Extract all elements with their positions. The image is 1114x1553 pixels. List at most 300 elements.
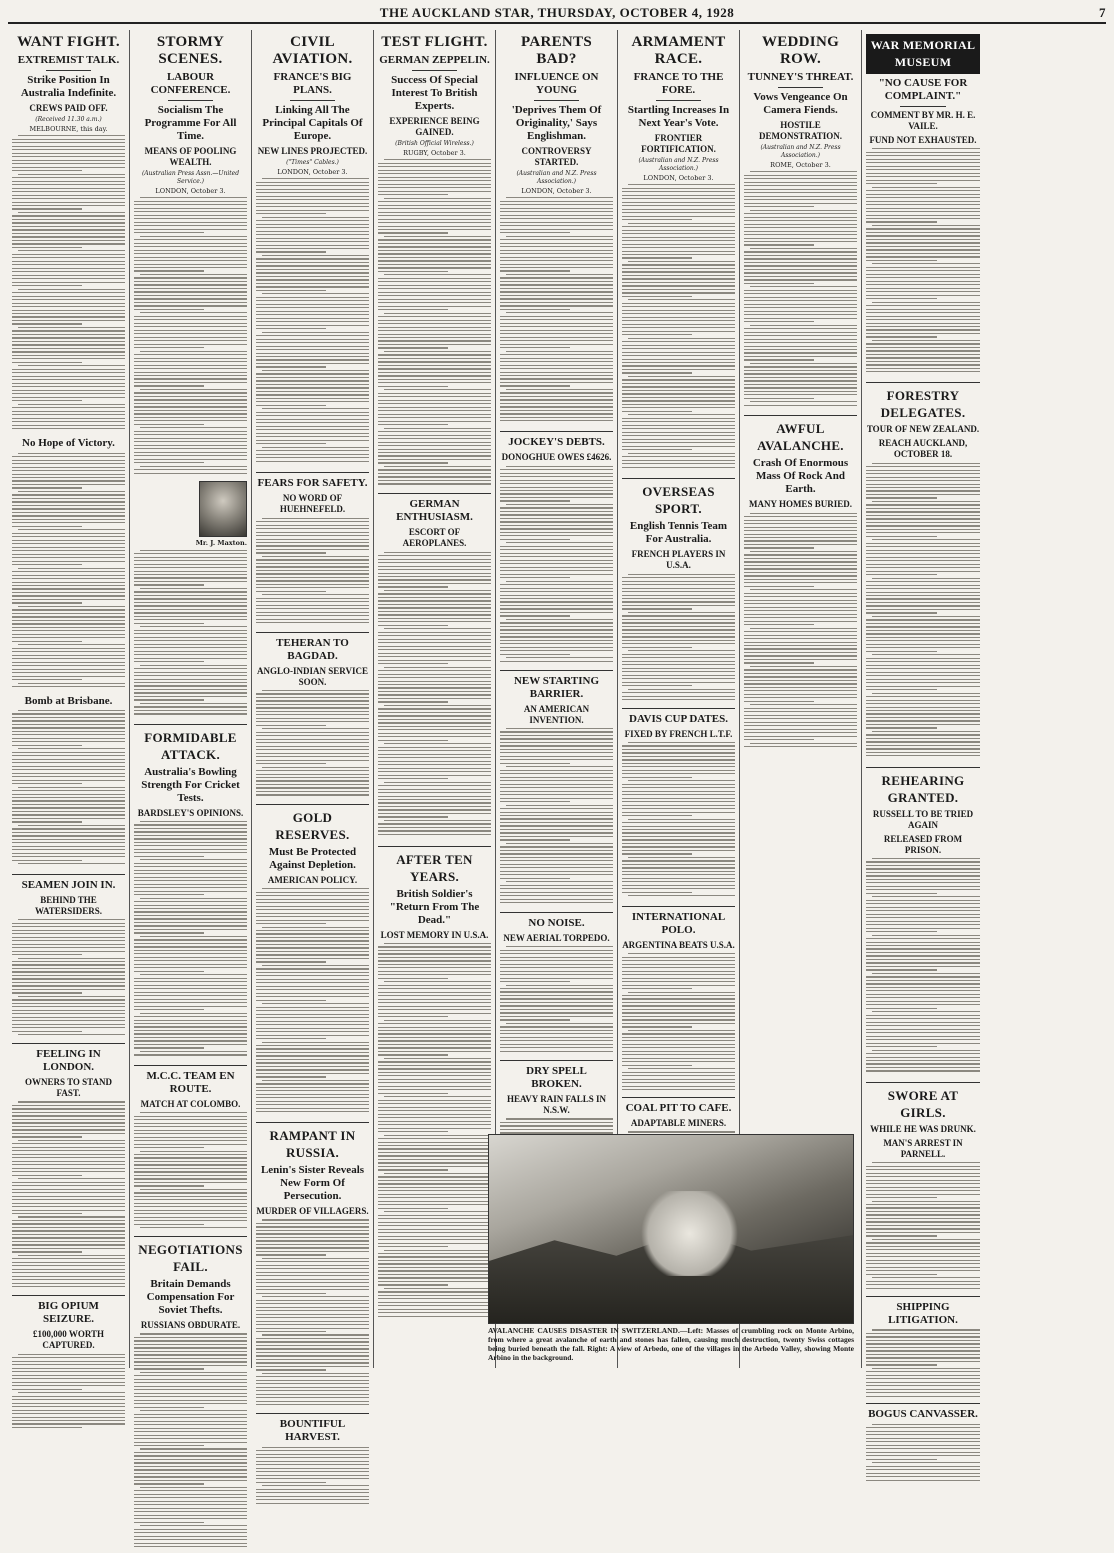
subheadline: FRANCE TO THE FORE.	[633, 71, 724, 96]
text-line	[12, 790, 125, 791]
story-deck: ARGENTINA BEATS U.S.A.	[622, 939, 735, 950]
text-line	[866, 183, 937, 184]
text-line	[622, 661, 735, 662]
text-line	[866, 1350, 980, 1351]
text-line	[256, 450, 369, 451]
text-line	[262, 178, 369, 179]
text-line	[12, 846, 125, 847]
text-line	[256, 245, 369, 246]
text-line	[500, 567, 613, 568]
text-line	[378, 271, 448, 272]
text-line	[866, 1008, 937, 1009]
text-line	[744, 213, 857, 214]
text-line	[378, 1051, 491, 1052]
text-line	[134, 598, 247, 599]
body-text	[866, 148, 980, 378]
body-text	[378, 943, 491, 1323]
text-line	[500, 749, 613, 750]
text-line	[744, 241, 857, 242]
text-line	[866, 508, 980, 509]
text-line	[384, 1173, 491, 1174]
deck-caps: HOSTILE DEMONSTRATION.	[758, 120, 843, 141]
text-line	[866, 1018, 980, 1019]
text-line	[500, 601, 613, 602]
text-line	[866, 1225, 980, 1226]
text-line	[500, 476, 613, 477]
text-line	[378, 239, 491, 240]
text-line	[378, 1114, 491, 1115]
text-line	[866, 997, 980, 998]
text-line	[622, 826, 735, 827]
text-line	[866, 162, 980, 163]
text-line	[134, 368, 247, 369]
text-line	[256, 1289, 369, 1290]
text-line	[378, 476, 491, 477]
text-line	[134, 1006, 247, 1007]
text-line	[506, 236, 613, 237]
text-line	[866, 1166, 980, 1167]
text-line	[256, 321, 369, 322]
text-line	[622, 282, 735, 283]
text-line	[622, 1040, 735, 1041]
text-line	[500, 469, 613, 470]
text-line	[134, 584, 204, 585]
text-line	[872, 501, 980, 502]
text-line	[506, 504, 613, 505]
text-line	[134, 204, 247, 205]
text-line	[500, 818, 613, 819]
text-line	[744, 269, 857, 270]
text-line	[134, 1473, 247, 1474]
text-line	[12, 167, 125, 168]
text-line	[134, 838, 247, 839]
text-line	[262, 556, 369, 557]
text-line	[500, 598, 613, 599]
page-number: 7	[1099, 5, 1106, 20]
text-line	[622, 881, 735, 882]
headline: ARMAMENT RACE.	[631, 34, 726, 67]
text-line	[378, 764, 491, 765]
text-line	[500, 525, 613, 526]
story-deck: Crash Of Enormous Mass Of Rock And Earth.	[752, 457, 849, 496]
text-line	[500, 850, 613, 851]
text-line	[12, 1006, 125, 1007]
headline: STORMY SCENES.	[156, 34, 225, 67]
text-line	[628, 414, 735, 415]
headline: CIVIL AVIATION.	[272, 34, 353, 67]
text-line	[134, 1539, 247, 1540]
text-line	[744, 272, 857, 273]
text-line	[134, 713, 247, 714]
text-line	[622, 964, 735, 965]
text-line	[12, 222, 125, 223]
text-line	[262, 217, 369, 218]
text-line	[500, 964, 613, 965]
text-line	[256, 605, 369, 606]
text-line	[256, 1010, 369, 1011]
text-line	[12, 240, 125, 241]
text-line	[256, 251, 326, 252]
text-line	[500, 511, 613, 512]
text-line	[500, 487, 613, 488]
text-line	[12, 595, 125, 596]
text-line	[622, 418, 735, 419]
text-line	[134, 420, 247, 421]
text-line	[134, 964, 247, 965]
text-line	[134, 901, 247, 902]
text-line	[256, 224, 369, 225]
text-line	[378, 957, 491, 958]
text-line	[256, 542, 369, 543]
text-line	[500, 650, 613, 651]
text-line	[378, 1162, 491, 1163]
text-line	[262, 1042, 369, 1043]
text-line	[500, 305, 613, 306]
dateline: (British Official Wireless.)	[395, 140, 474, 147]
text-line	[134, 1396, 247, 1397]
text-line	[866, 917, 980, 918]
text-line	[744, 192, 857, 193]
text-line	[134, 1389, 247, 1390]
text-line	[12, 205, 125, 206]
text-line	[12, 139, 125, 140]
text-line	[866, 889, 980, 890]
body-text	[134, 1333, 247, 1553]
text-line	[18, 606, 125, 607]
text-line	[866, 1476, 980, 1477]
text-line	[622, 957, 735, 958]
text-line	[256, 426, 369, 427]
headline: TEST FLIGHT.	[381, 34, 488, 50]
text-line	[12, 686, 125, 687]
text-line	[256, 461, 369, 462]
text-line	[500, 1129, 613, 1130]
text-line	[866, 571, 980, 572]
text-line	[134, 441, 247, 442]
text-line	[134, 619, 247, 620]
text-line	[872, 578, 980, 579]
text-line	[500, 878, 570, 879]
text-line	[622, 397, 735, 398]
text-line	[628, 612, 735, 613]
text-line	[500, 640, 613, 641]
text-line	[256, 1230, 369, 1231]
text-line	[622, 1086, 735, 1087]
text-line	[134, 1140, 247, 1141]
story-deck: DONOGHUE OWES £4626.	[501, 452, 612, 463]
text-line	[866, 574, 937, 575]
text-line	[134, 201, 247, 202]
text-line	[866, 1288, 980, 1289]
text-line	[262, 1219, 369, 1220]
text-line	[378, 260, 491, 261]
text-line	[256, 1314, 369, 1315]
text-line	[18, 491, 125, 492]
text-line	[500, 780, 613, 781]
text-line	[622, 254, 735, 255]
text-line	[378, 559, 491, 560]
text-line	[134, 1522, 204, 1523]
text-line	[378, 1169, 448, 1170]
text-line	[744, 540, 857, 541]
text-line	[12, 755, 125, 756]
text-line	[622, 257, 692, 258]
text-line	[256, 1076, 326, 1077]
text-line	[378, 701, 448, 702]
story-deck: TOUR OF NEW ZEALAND.	[866, 424, 980, 435]
text-line	[12, 411, 125, 412]
text-line	[12, 1230, 125, 1231]
text-line	[12, 842, 125, 843]
text-line	[134, 911, 247, 912]
text-line	[256, 770, 369, 771]
text-line	[744, 558, 857, 559]
text-line	[744, 304, 857, 305]
text-line	[622, 773, 735, 774]
text-line	[622, 345, 735, 346]
text-line	[500, 333, 613, 334]
text-line	[378, 187, 491, 188]
text-line	[744, 262, 857, 263]
story-headline: FORESTRY DELEGATES.	[880, 388, 966, 421]
text-line	[622, 1051, 735, 1052]
text-line	[12, 1410, 125, 1411]
text-line	[134, 863, 247, 864]
text-line	[744, 631, 857, 632]
text-line	[12, 236, 125, 237]
text-line	[134, 661, 204, 662]
body-text	[256, 178, 369, 468]
text-line	[622, 383, 735, 384]
text-line	[378, 1190, 491, 1191]
text-line	[378, 1263, 491, 1264]
text-line	[140, 974, 247, 975]
text-line	[256, 234, 369, 235]
text-line	[12, 620, 125, 621]
text-line	[506, 389, 613, 390]
text-line	[378, 621, 491, 622]
text-line	[12, 376, 125, 377]
text-line	[872, 1329, 980, 1330]
text-line	[500, 885, 613, 886]
text-line	[866, 371, 980, 372]
text-line	[500, 1002, 613, 1003]
text-line	[744, 265, 857, 266]
text-line	[256, 1014, 369, 1015]
text-line	[12, 578, 125, 579]
text-line	[744, 391, 857, 392]
text-line	[866, 511, 980, 512]
text-line	[378, 604, 491, 605]
text-line	[744, 527, 857, 528]
text-line	[866, 525, 980, 526]
text-line	[866, 152, 980, 153]
text-line	[256, 993, 369, 994]
text-line	[378, 974, 491, 975]
text-line	[622, 244, 735, 245]
text-line	[140, 588, 247, 589]
text-line	[744, 680, 857, 681]
text-line	[12, 821, 82, 822]
text-line	[500, 871, 613, 872]
text-line	[256, 314, 369, 315]
text-line	[500, 971, 613, 972]
text-line	[866, 623, 980, 624]
story-deck: OWNERS TO STAND FAST.	[24, 1077, 113, 1099]
text-line	[12, 1185, 125, 1186]
text-line	[256, 279, 369, 280]
text-line	[506, 728, 613, 729]
text-line	[622, 756, 735, 757]
text-line	[378, 1037, 491, 1038]
text-line	[378, 684, 491, 685]
text-line	[866, 661, 980, 662]
text-line	[622, 348, 735, 349]
text-line	[378, 396, 491, 397]
text-line	[12, 1020, 125, 1021]
text-line	[866, 696, 980, 697]
text-line	[500, 385, 570, 386]
text-line	[134, 1009, 204, 1010]
text-line	[744, 729, 857, 730]
text-line	[12, 814, 125, 815]
body-text	[744, 171, 857, 411]
text-line	[256, 1394, 369, 1395]
text-line	[384, 743, 491, 744]
text-line	[12, 769, 125, 770]
text-line	[12, 1423, 125, 1424]
text-line	[256, 739, 369, 740]
text-line	[866, 865, 980, 866]
deck: 'Deprives Them Of Originality,' Says Englishman.	[511, 104, 602, 142]
text-line	[622, 191, 735, 192]
deck: Vows Vengeance On Camera Fiends.	[753, 91, 848, 116]
text-line	[744, 311, 857, 312]
text-line	[500, 354, 613, 355]
text-line	[256, 521, 369, 522]
text-line	[256, 1475, 369, 1476]
text-line	[872, 896, 980, 897]
body-text	[256, 518, 369, 628]
text-line	[12, 533, 125, 534]
text-line	[256, 1362, 369, 1363]
text-line	[378, 414, 491, 415]
text-line	[12, 561, 125, 562]
story-headline: JOCKEY'S DEBTS.	[508, 436, 605, 449]
text-line	[500, 1125, 613, 1126]
text-line	[134, 448, 247, 449]
text-line	[500, 615, 570, 616]
text-line	[622, 439, 735, 440]
text-line	[12, 407, 125, 408]
text-line	[500, 998, 613, 999]
subheadline: GERMAN ZEPPELIN.	[379, 54, 490, 66]
text-line	[256, 700, 369, 701]
text-line	[744, 530, 857, 531]
text-line	[378, 1305, 491, 1306]
text-line	[622, 1089, 735, 1090]
text-line	[256, 591, 326, 592]
text-line	[866, 1392, 980, 1393]
text-line	[256, 353, 369, 354]
text-line	[12, 752, 125, 753]
text-line	[256, 391, 369, 392]
text-line	[622, 777, 692, 778]
text-line	[256, 248, 369, 249]
text-line	[500, 770, 613, 771]
text-line	[378, 400, 491, 401]
deck-caps: CONTROVERSY STARTED.	[521, 146, 592, 167]
text-line	[134, 577, 247, 578]
text-line	[378, 785, 491, 786]
story-headline: RAMPANT IN RUSSIA.	[269, 1128, 356, 1161]
text-line	[378, 1054, 448, 1055]
text-line	[256, 1087, 369, 1088]
text-line	[384, 820, 491, 821]
text-line	[262, 293, 369, 294]
text-line	[134, 215, 247, 216]
text-line	[500, 229, 613, 230]
text-line	[256, 746, 369, 747]
text-line	[622, 981, 735, 982]
text-line	[500, 340, 613, 341]
text-line	[500, 288, 613, 289]
text-line	[140, 312, 247, 313]
text-line	[256, 394, 369, 395]
text-line	[378, 1183, 491, 1184]
text-line	[256, 185, 369, 186]
text-line	[500, 608, 613, 609]
text-line	[622, 334, 692, 335]
text-line	[12, 1357, 125, 1358]
text-line	[866, 1270, 980, 1271]
subheadline: FRANCE'S BIG PLANS.	[273, 71, 352, 96]
text-line	[12, 734, 125, 735]
text-line	[628, 453, 735, 454]
text-line	[378, 670, 491, 671]
text-line	[12, 156, 125, 157]
text-line	[866, 466, 980, 467]
text-line	[134, 1358, 247, 1359]
text-line	[866, 598, 980, 599]
text-line	[866, 347, 980, 348]
text-line	[744, 175, 857, 176]
text-line	[256, 286, 369, 287]
text-line	[256, 784, 369, 785]
subheadline: "NO CAUSE FOR COMPLAINT."	[878, 77, 968, 102]
body-text	[866, 1424, 980, 1484]
text-line	[622, 226, 735, 227]
text-line	[12, 944, 125, 945]
text-line	[378, 799, 491, 800]
text-line	[378, 614, 491, 615]
text-line	[622, 978, 735, 979]
text-line	[12, 313, 125, 314]
text-line	[378, 327, 491, 328]
masthead	[8, 4, 1106, 24]
text-line	[256, 1366, 369, 1367]
text-line	[378, 323, 491, 324]
text-line	[744, 732, 857, 733]
text-line	[134, 654, 247, 655]
text-line	[744, 582, 857, 583]
text-line	[18, 1034, 125, 1035]
text-line	[500, 661, 613, 662]
text-line	[500, 643, 613, 644]
text-line	[378, 316, 491, 317]
text-line	[256, 774, 369, 775]
text-line	[378, 600, 491, 601]
